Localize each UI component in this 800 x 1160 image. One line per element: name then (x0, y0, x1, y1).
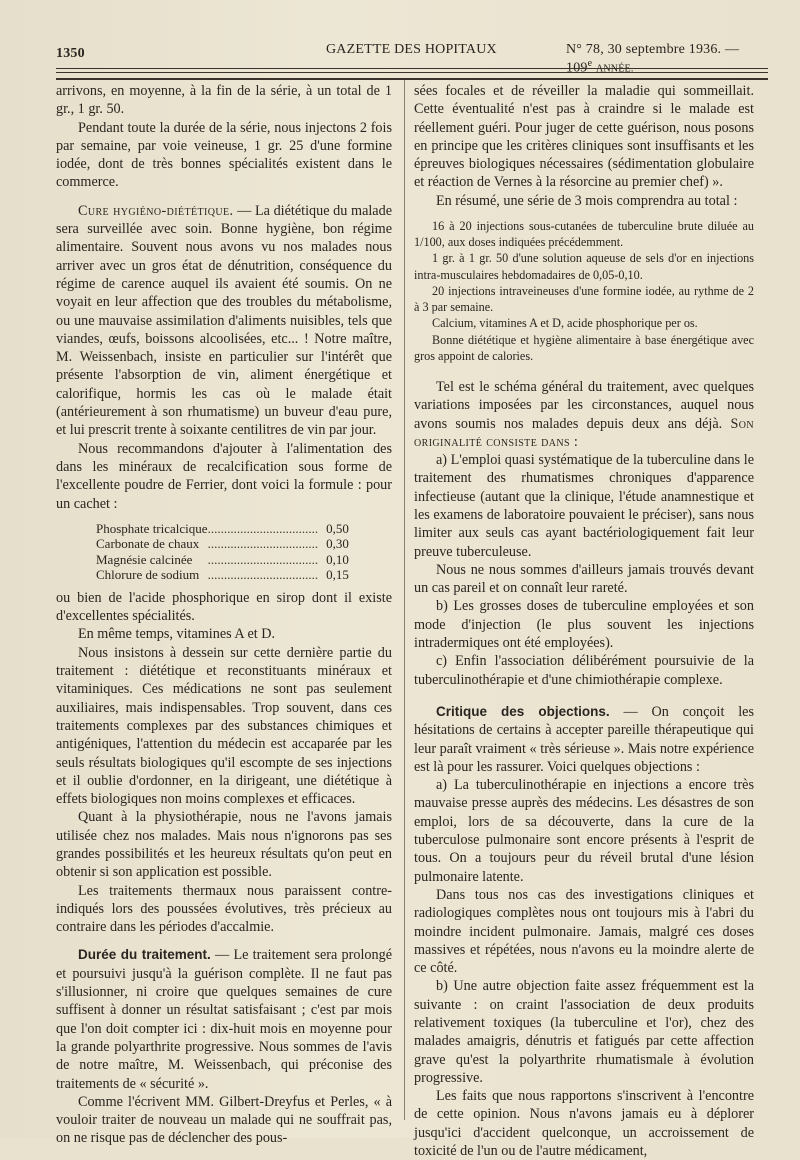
formula-table (96, 521, 349, 583)
formula-row: Chlorure de sodium .................................. 0,15 (96, 567, 349, 583)
formula-row: Carbonate de chaux .................................. 0,30 (96, 536, 349, 552)
paragraph: En même temps, vitamines A et D. (78, 626, 276, 643)
formula-row: Magnésie calcinée .................................. 0,10 (96, 551, 349, 567)
header-rule-thick (56, 78, 768, 80)
paragraph: a) La tuberculinothérapie en injections a encore très mauvaise presse auprès des médecins. Les désastres de son emploi, lors de sa découverte, dans la cure de la tuberculose pulmonaire sont encore présents à l'esprit de tous. On a toujours peur du réveil brutal d'une lésion pulmonaire latente. (414, 777, 754, 885)
paragraph: Comme l'écrivent MM. Gilbert-Dreyfus et Perles, « à vouloir traiter de nouveau un malade qui ne souffrait pas, on ne risque pas de déclencher des pous- (56, 1093, 392, 1147)
summary-item: 1 gr. à 1 gr. 50 d'une solution aqueuse de sels d'or en injections intra-musculaires hebdomadaires de 0,05-0,10. (414, 251, 754, 282)
paragraph: ou bien de l'acide phosphorique en sirop dont il existe d'excellentes spécialités. (56, 589, 392, 625)
paragraph: Dans tous nos cas des investigations cliniques et radiologiques complètes nous ont toujours mis à l'abri du moindre incident pulmonaire. Jamais, malgré ces doses massives et répétées, nous n'avons eu la moindre alerte de ce côté. (414, 886, 754, 977)
section-objections: Critique des objections. — On conçoit les hésitations de certains à accepter pareille thérapeutique qui leur paraît vraiment « très sérieuse ». Mais notre expérience est là pour les rassurer. Voici quelques objections : (414, 703, 754, 775)
paragraph: Les faits que nous rapportons s'inscrivent à l'encontre de cette opinion. Nous n'avons jamais eu à déplorer jusqu'ici d'accident quelconque, un accroissement de toxicité de l'un ou de l'autre médicament, (414, 1088, 754, 1160)
summary-list (414, 218, 754, 364)
section-heading: Son originalité consiste dans : (414, 415, 754, 450)
paragraph: Les traitements thermaux nous paraissent contre-indiqués lors des poussées évolutives, très précieux au contraire dans les périodes d'accalmie. (56, 882, 392, 936)
right-column (414, 82, 754, 1160)
paragraph: a) L'emploi quasi systématique de la tuberculine dans le traitement des rhumatismes chroniques d'apparence infectieuse (autant que la clinique, l'étude anamnestique et les examens de laboratoire pouvaient le préciser), sans nous limiter aux seuls cas ayant bactériologiquement fait leur preuve tuberculeuse. (414, 452, 754, 560)
running-header (56, 40, 766, 76)
paragraph: En résumé, une série de 3 mois comprendra au total : (436, 192, 738, 209)
paragraph: Nous insistons à dessein sur cette dernière partie du traitement : diététique et reconstituants minéraux et vitaminiques. Ces médications ne sont pas seulement auxiliaires, mais indispensables. Trop souvent, dans ces traitements complexes par des substances chimiques et antigéniques, l'attention du médecin est accaparée par les seuls résultats biologiques qu'il escompte de ses injections et il oublie d'ordonner, en la dirigeant, une diététique à effets biologiques non moins complexes et efficaces. (56, 644, 392, 808)
paragraph: Tel est le schéma général du traitement, avec quelques variations imposées par les circonstances, auquel nous avons soumis nos malades depuis deux ans déjà. Son originalité consiste dans : (414, 378, 754, 450)
section-heading: Cure hygiéno-diététique. (78, 202, 234, 219)
column-separator (404, 80, 405, 1120)
paragraph: Nous recommandons d'ajouter à l'alimentation des dans les minéraux de recalcification sous forme de l'excellente poudre de Ferrier, dont voici la formule : pour un cachet : (56, 440, 392, 512)
formula-row: Phosphate tricalcique .................................. 0,50 (96, 520, 349, 536)
paragraph: b) Les grosses doses de tuberculine employées et son mode d'injection (le plus souvent les injections intradermiques ont été employées). (414, 598, 754, 652)
paragraph: Nous ne nous sommes d'ailleurs jamais trouvés devant un cas pareil et on connaît leur rareté. (414, 561, 754, 597)
paragraph: Quant à la physiothérapie, nous ne l'avons jamais utilisée chez nos malades. Mais nous n'ignorons pas ses grandes possibilités et les heureux résultats qu'on peut en obtenir si son application est possible. (56, 809, 392, 881)
summary-item: Calcium, vitamines A et D, acide phosphorique per os. (432, 316, 698, 331)
issue-info: N° 78, 30 septembre 1936. — 109e ANNÉE. (566, 42, 740, 76)
header-rule-top (56, 68, 768, 69)
paragraph: c) Enfin l'association délibérément poursuivie de la tuberculinothérapie et d'une chimiothérapie complexe. (414, 653, 754, 688)
section-heading: Durée du traitement. (78, 947, 211, 963)
section-hygiene: Cure hygiéno-diététique. — La diététique du malade sera surveillée avec soin. Bonne hygiène, bon régime alimentaire. Souvent nous avons vu nos malades nous arriver avec un gros état de dénutrition, conséquence du régime de carence auquel ils avaient été soumis. On ne voyait en leur affection que des troubles du métabolisme, ou une mauvaise assimilation d'aliments nuisibles, tels que viandes, œufs, boissons alcoolisées, etc... ! Notre maître, M. Weissenbach, insiste en particulier sur l'intérêt que présente l'absorption de vin, aliment énergétique et calorifique, hormis les cas où le malade était (antérieurement à son rhumatisme) un buveur d'eau pure, et lui prescrit trente à soixante centilitres de vin par jour. (56, 202, 392, 439)
summary-item: 20 injections intraveineuses d'une formine iodée, au rythme de 2 à 3 par semaine. (414, 283, 754, 315)
summary-item: Bonne diététique et hygiène alimentaire à base énergétique avec gros appoint de calories. (414, 332, 754, 363)
section-duration: Durée du traitement. — Le traitement sera prolongé et poursuivi jusqu'à la guérison complète. Il ne faut pas s'illusionner, ni croire que quelques semaines de cure suffisent à donner un résultat satisfaisant ; c'est par mois que l'on doit compter ici : dix-huit mois en moyenne pour la grande polyarthrite progressive. Nous sommes de l'avis de notre maître, M. Weissenbach, qui préconise des traitements de « sécurité ». (56, 947, 392, 1092)
paragraph: arrivons, en moyenne, à la fin de la série, à un total de 1 gr., 1 gr. 50. (56, 83, 392, 118)
journal-title: GAZETTE DES HOPITAUX (326, 42, 497, 57)
header-rule-bottom (56, 72, 768, 73)
paragraph: sées focales et de réveiller la maladie qui sommeillait. Cette éventualité n'est pas à craindre si le malade est réellement guéri. Pour juger de cette guérison, nous posons en principe que les critères cliniques sont insuffisants et les épreuves biologiques nécessaires (sédimentation globulaire et réaction de Vernes à la résorcine au premier chef) ». (414, 83, 754, 191)
left-column (56, 82, 392, 1148)
paragraph: b) Une autre objection faite assez fréquemment est la suivante : on craint l'association de deux produits relativement toxiques (la tuberculine et l'or), chez des malades amaigris, dénutris et fatigués par cette affection grave qu'est la polyarthrite rhumatismale à évolution progressive. (414, 978, 754, 1086)
paragraph: Pendant toute la durée de la série, nous injectons 2 fois par semaine, par voie veineuse, 1 gr. 25 d'une formine iodée, dont de très bonnes spécialités existent dans le commerce. (56, 119, 392, 191)
page-number: 1350 (56, 46, 85, 61)
summary-item: 16 à 20 injections sous-cutanées de tuberculine brute diluée au 1/100, aux doses indiquées précédemment. (414, 219, 754, 250)
section-heading: Critique des objections. (436, 703, 610, 719)
